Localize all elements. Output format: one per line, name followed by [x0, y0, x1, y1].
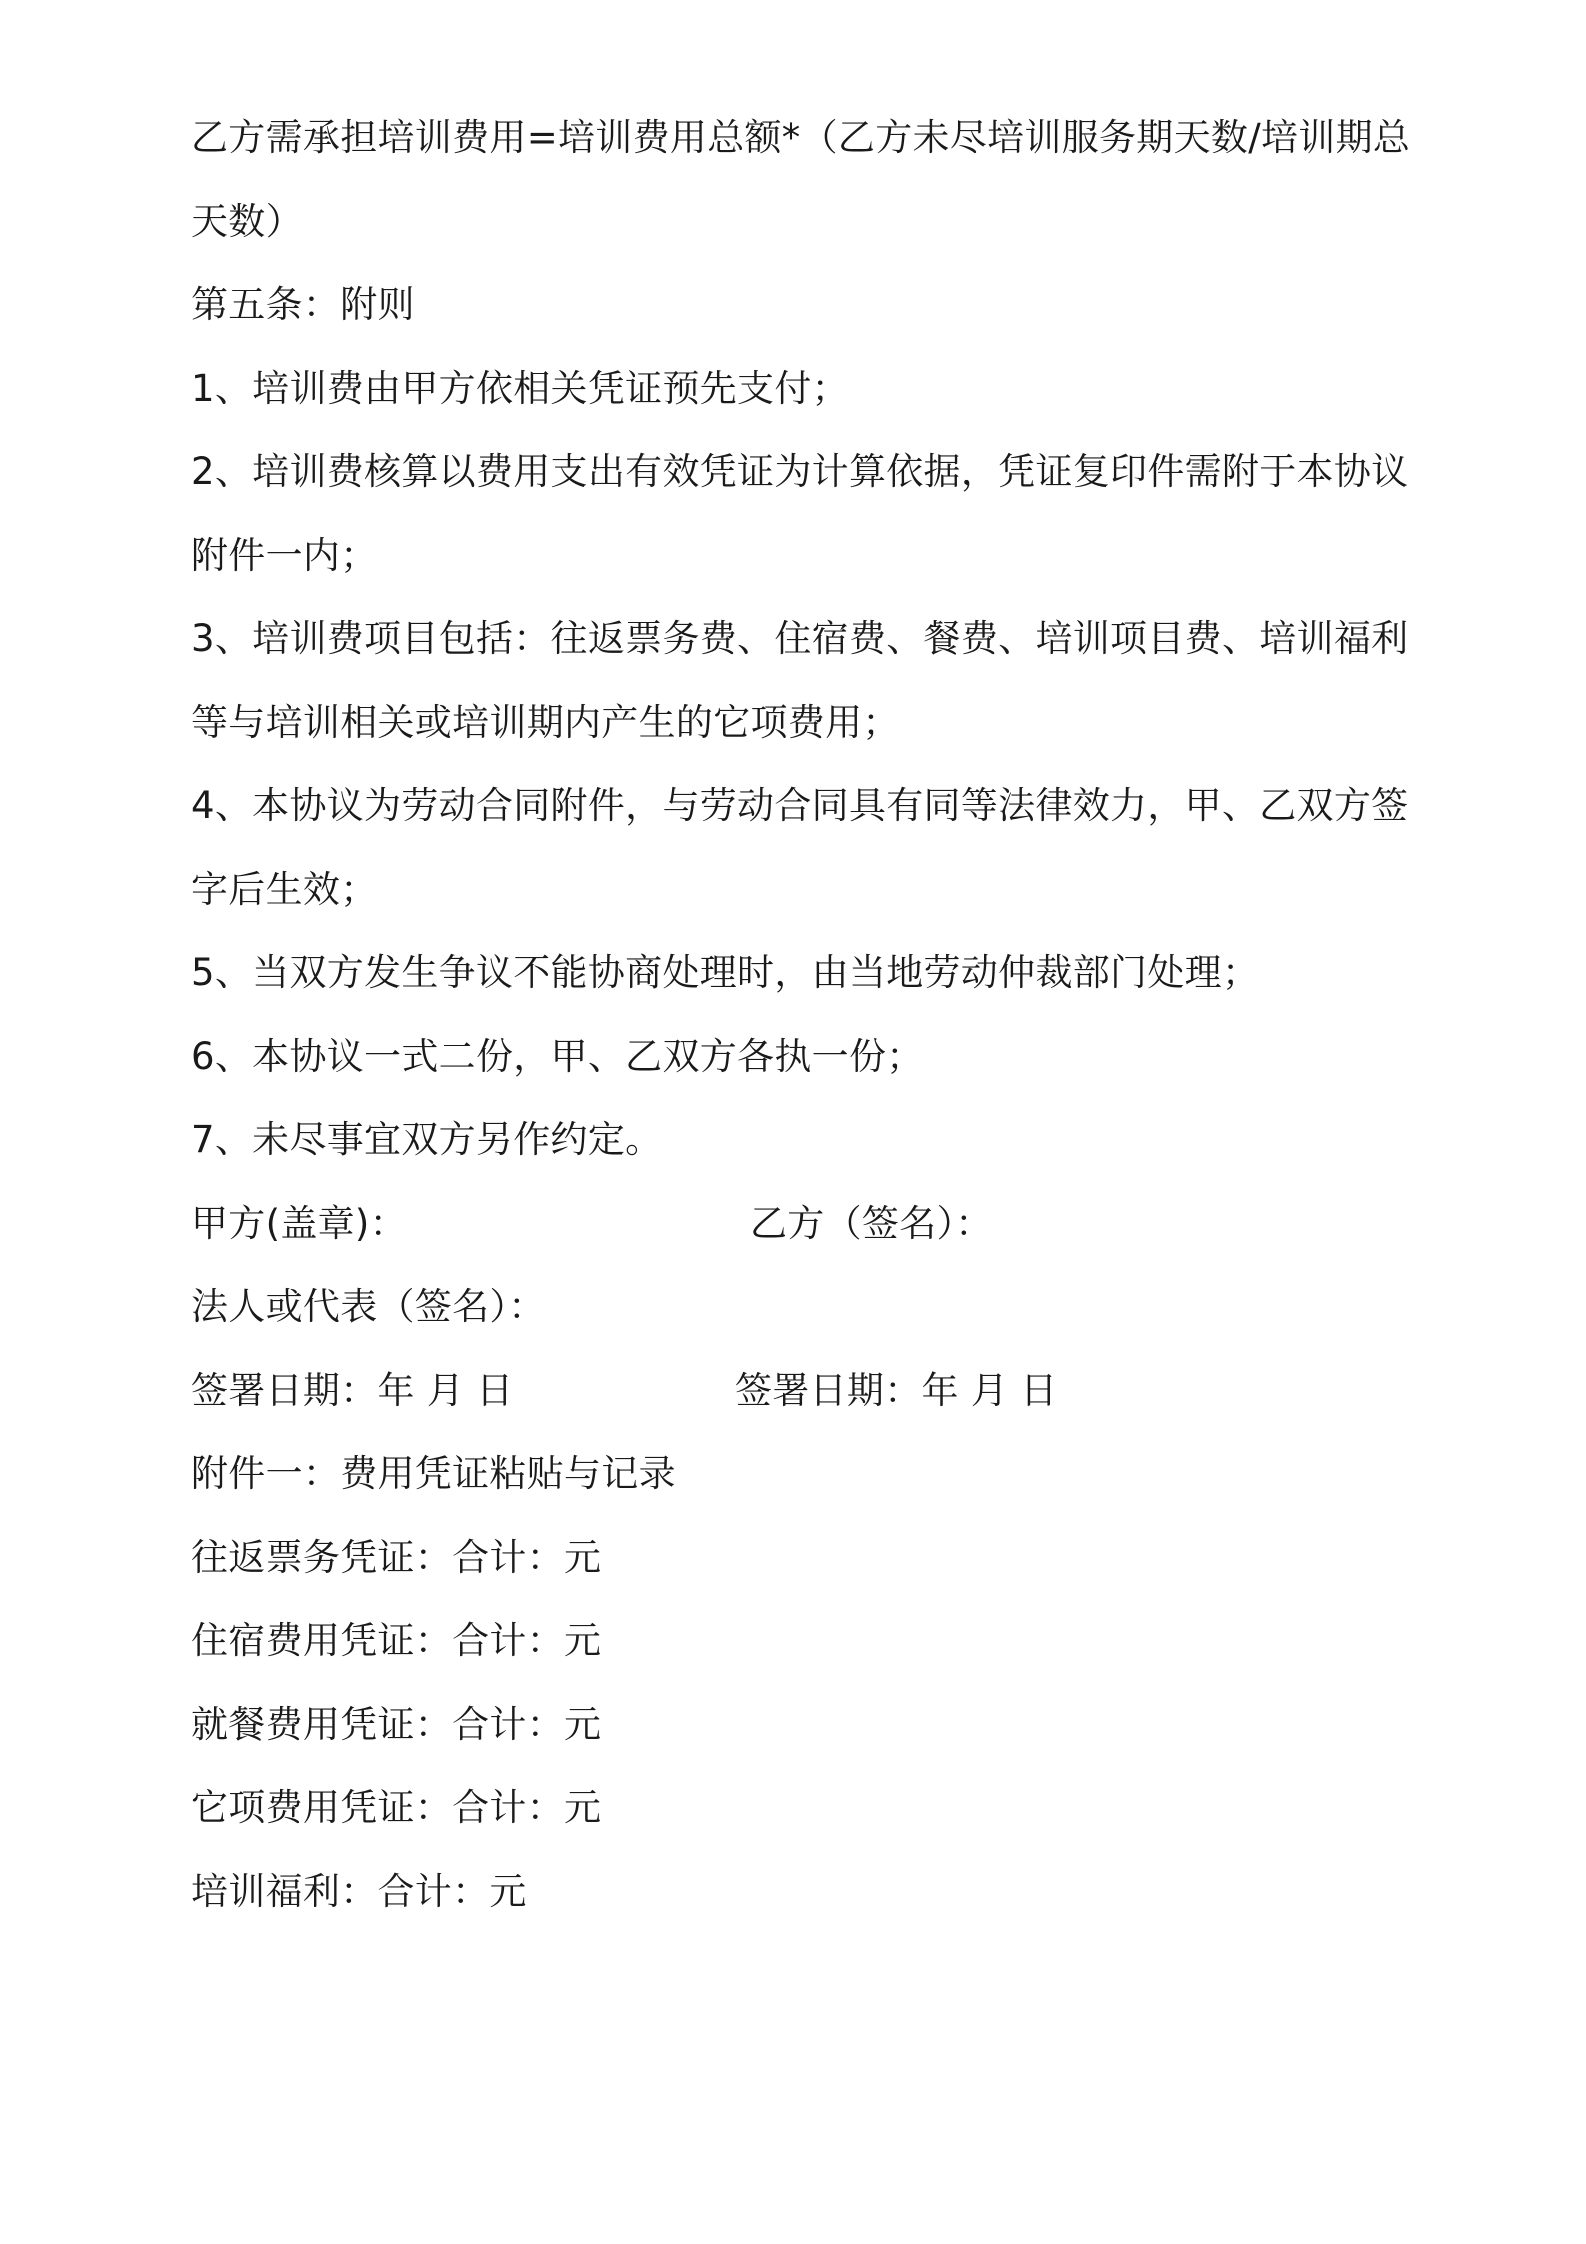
clause-2-line-1: 2、培训费核算以费用支出有效凭证为计算依据，凭证复印件需附于本协议	[191, 450, 1409, 493]
clause-3-line-1: 3、培训费项目包括：往返票务费、住宿费、餐费、培训项目费、培训福利	[191, 617, 1409, 660]
legal-rep-signature-label: 法人或代表（签名）：	[191, 1285, 546, 1328]
formula-line-1: 乙方需承担培训费用=培训费用总额*（乙方未尽培训服务期天数/培训期总	[191, 116, 1411, 159]
party-a-signing-date: 签署日期：年 月 日	[191, 1368, 514, 1412]
party-b-signature-label: 乙方（签名）：	[750, 1201, 993, 1245]
clause-7: 7、未尽事宜双方另作约定。	[191, 1118, 663, 1161]
clause-1: 1、培训费由甲方依相关凭证预先支付；	[191, 366, 849, 410]
signature-row	[191, 1182, 1411, 1266]
clause-4-line-1: 4、本协议为劳动合同附件，与劳动合同具有同等法律效力，甲、乙双方签	[191, 784, 1409, 827]
party-b-signing-date: 签署日期：年 月 日	[735, 1368, 1058, 1412]
clause-6: 6、本协议一式二份，甲、乙双方各执一份；	[191, 1034, 924, 1078]
appendix-item-lodging: 住宿费用凭证：合计：元	[191, 1619, 602, 1662]
appendix-title: 附件一：费用凭证粘贴与记录	[191, 1452, 676, 1495]
document-body	[191, 96, 1411, 1933]
clause-4-line-2: 字后生效；	[191, 867, 378, 911]
appendix-item-other: 它项费用凭证：合计：元	[191, 1786, 602, 1829]
clause-5: 5、当双方发生争议不能协商处理时，由当地劳动仲裁部门处理；	[191, 951, 1260, 994]
party-a-seal-label: 甲方(盖章)：	[191, 1201, 407, 1245]
clause-3-line-2: 等与培训相关或培训期内产生的它项费用；	[191, 700, 900, 744]
article-5-title: 第五条：附则	[191, 283, 415, 326]
appendix-item-travel: 往返票务凭证：合计：元	[191, 1535, 602, 1579]
appendix-item-dining: 就餐费用凭证：合计：元	[191, 1702, 602, 1746]
clause-2-line-2: 附件一内；	[191, 533, 378, 577]
formula-line-2: 天数）	[191, 199, 303, 243]
signing-date-row	[191, 1349, 1411, 1433]
appendix-item-welfare: 培训福利：合计：元	[191, 1869, 527, 1913]
